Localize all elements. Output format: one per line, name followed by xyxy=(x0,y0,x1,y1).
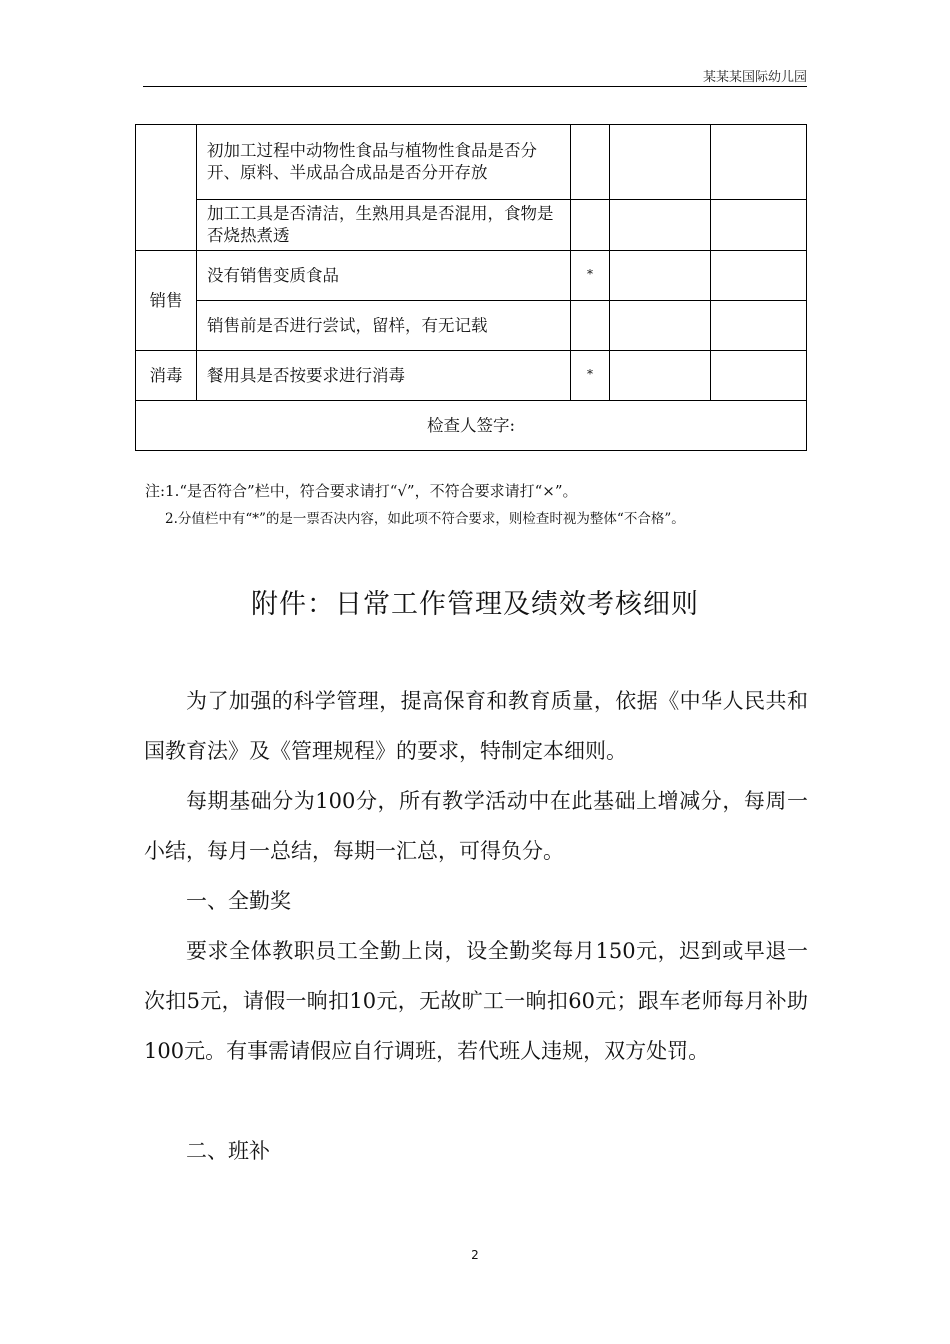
score-cell xyxy=(571,200,610,251)
section-heading-class-subsidy: 二、班补 xyxy=(186,1139,270,1163)
table-row xyxy=(136,351,807,401)
remark-cell xyxy=(711,125,807,200)
note-2: 2.分值栏中有“*”的是一票否决内容，如此项不符合要求，则检查时视为整体“不合格”。 xyxy=(165,511,685,527)
item-cell: 没有销售变质食品 xyxy=(197,251,571,301)
compliance-cell xyxy=(610,301,711,351)
inspector-signature-cell: 检查人签字: xyxy=(136,401,807,451)
score-cell xyxy=(571,125,610,200)
remark-cell xyxy=(711,251,807,301)
remark-cell xyxy=(711,351,807,401)
remark-cell xyxy=(711,301,807,351)
score-cell: * xyxy=(571,351,610,401)
item-cell: 初加工过程中动物性食品与植物性食品是否分开、原料、半成品合成品是否分开存放 xyxy=(197,125,571,200)
appendix-title: 附件：日常工作管理及绩效考核细则 xyxy=(251,589,699,620)
paragraph-base-score: 每期基础分为100分，所有教学活动中在此基础上增减分，每周一小结，每月一总结，每期一汇总，可得负分。 xyxy=(144,789,808,863)
table-row xyxy=(136,251,807,301)
header-org-name: 某某某国际幼儿园 xyxy=(702,70,807,85)
table-row xyxy=(136,125,807,200)
note-1: 注:1.“是否符合”栏中，符合要求请打“√”，不符合要求请打“×”。 xyxy=(145,482,578,500)
table-row xyxy=(136,301,807,351)
category-cell xyxy=(136,125,197,251)
item-cell: 餐用具是否按要求进行消毒 xyxy=(197,351,571,401)
remark-cell xyxy=(711,200,807,251)
paragraph-attendance: 要求全体教职员工全勤上岗，设全勤奖每月150元，迟到或早退一次扣5元，请假一晌扣10元，无故旷工一晌扣60元；跟车老师每月补助100元。有事需请假应自行调班，若代班人违规，双方处罚。 xyxy=(144,939,808,1063)
page-number: 2 xyxy=(471,1248,479,1262)
item-cell: 加工工具是否清洁，生熟用具是否混用，食物是否烧热煮透 xyxy=(197,200,571,251)
table-row xyxy=(136,401,807,451)
item-cell: 销售前是否进行尝试，留样，有无记载 xyxy=(197,301,571,351)
category-cell-disinfection: 消毒 xyxy=(136,351,197,401)
compliance-cell xyxy=(610,351,711,401)
header-divider xyxy=(143,86,807,87)
compliance-cell xyxy=(610,125,711,200)
score-cell: * xyxy=(571,251,610,301)
compliance-cell xyxy=(610,200,711,251)
category-cell-sales: 销售 xyxy=(136,251,197,351)
inspection-table xyxy=(135,124,807,451)
score-cell xyxy=(571,301,610,351)
paragraph-intro: 为了加强的科学管理，提高保育和教育质量，依据《中华人民共和国教育法》及《管理规程》的要求，特制定本细则。 xyxy=(144,689,808,763)
compliance-cell xyxy=(610,251,711,301)
table-row xyxy=(136,200,807,251)
section-heading-attendance: 一、全勤奖 xyxy=(186,889,291,913)
